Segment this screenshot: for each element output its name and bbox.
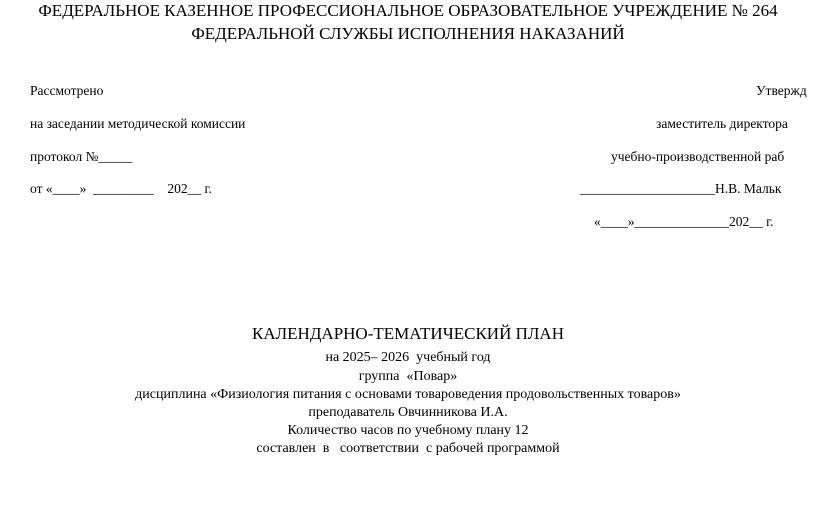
compiled-label: составлен в соответствии с рабочей программой xyxy=(256,441,560,456)
approved-date: «____»______________202__ г. xyxy=(594,214,774,229)
institution-name-line-2: ФЕДЕРАЛЬНОЙ СЛУЖБЫ ИСПОЛНЕНИЯ НАКАЗАНИЙ xyxy=(191,24,625,43)
production-work-label: учебно-производственной раб xyxy=(611,149,785,164)
considered-label: Рассмотрено xyxy=(30,83,104,98)
deputy-director-label: заместитель директора xyxy=(656,116,788,131)
commission-label: на заседании методической комиссии xyxy=(30,116,246,131)
considered-date: от «____» _________ 202__ г. xyxy=(30,181,212,196)
academic-year: на 2025– 2026 учебный год xyxy=(325,350,491,365)
discipline-label: дисциплина «Физиология питания с основами товароведения продовольственных товаров» xyxy=(135,387,681,402)
institution-name-line-1: ФЕДЕРАЛЬНОЕ КАЗЕННОЕ ПРОФЕССИОНАЛЬНОЕ ОБРАЗОВАТЕЛЬНОЕ УЧРЕЖДЕНИЕ № 264 xyxy=(38,1,778,20)
approved-label: Утвержд xyxy=(756,83,807,98)
hours-label: Количество часов по учебному плану 12 xyxy=(287,423,529,438)
teacher-label: преподаватель Овчинникова И.А. xyxy=(308,405,508,420)
group-label: группа «Повар» xyxy=(358,369,458,384)
plan-title: КАЛЕНДАРНО-ТЕМАТИЧЕСКИЙ ПЛАН xyxy=(252,324,564,343)
director-signature-line: ____________________Н.В. Мальк xyxy=(580,181,782,196)
protocol-label: протокол №_____ xyxy=(30,149,133,164)
